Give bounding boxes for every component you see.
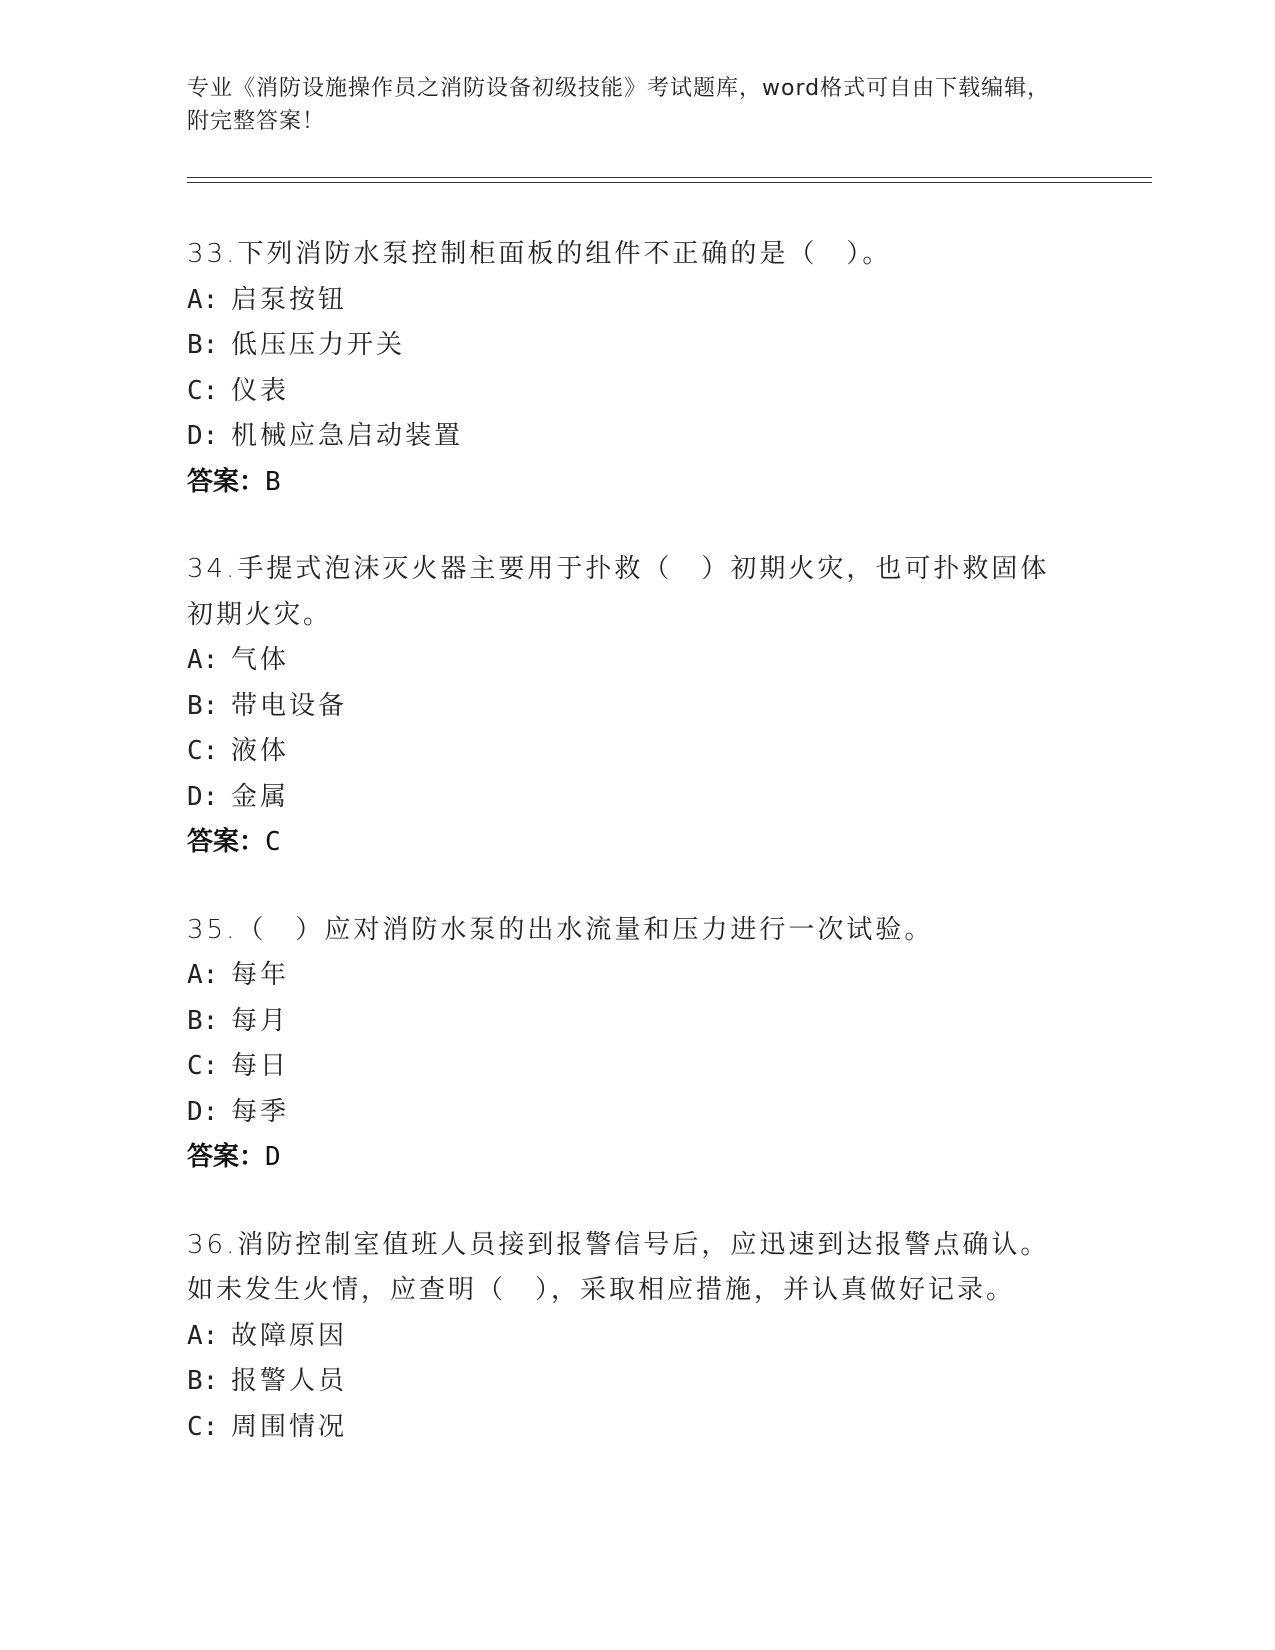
option-c [187, 369, 1087, 415]
option-letter: A: [187, 960, 219, 990]
option-text: 金属 [231, 781, 290, 812]
option-b [187, 1359, 1087, 1405]
question-34 [187, 547, 1087, 866]
answer-value: D [265, 1142, 281, 1172]
option-c [187, 1044, 1087, 1090]
option-text: 低压压力开关 [231, 330, 406, 360]
question-35 [187, 908, 1087, 1181]
question-33 [187, 232, 1087, 505]
option-text: 每日 [231, 1051, 290, 1081]
option-d [187, 775, 1087, 821]
option-text: 启泵按钮 [231, 284, 348, 315]
answer-value: B [265, 466, 281, 497]
option-letter: A: [187, 284, 219, 315]
option-text: 周围情况 [231, 1411, 348, 1442]
answer-label: 答案： [187, 1142, 266, 1172]
option-letter: D: [187, 1096, 219, 1127]
question-stem: 35.（ ）应对消防水泵的出水流量和压力进行一次试验。 [187, 914, 934, 945]
answer-line [187, 460, 1087, 506]
option-a [187, 638, 1087, 684]
question-stem: 34.手提式泡沫灭火器主要用于扑救（ ）初期火灾，也可扑救固体初期火灾。 [187, 554, 1050, 630]
option-letter: C: [187, 736, 219, 766]
option-text: 报警人员 [231, 1366, 348, 1396]
option-d [187, 414, 1087, 460]
question-36 [187, 1223, 1087, 1451]
option-a [187, 278, 1087, 324]
option-letter: A: [187, 1320, 219, 1351]
option-letter: D: [187, 781, 219, 812]
answer-label: 答案： [187, 466, 266, 497]
option-b [187, 323, 1087, 369]
option-letter: D: [187, 421, 219, 451]
option-letter: B: [187, 330, 219, 360]
option-b [187, 999, 1087, 1045]
option-text: 气体 [231, 645, 290, 675]
option-d [187, 1090, 1087, 1136]
option-text: 每年 [231, 960, 290, 990]
option-letter: C: [187, 375, 219, 406]
option-letter: B: [187, 1366, 219, 1396]
header-rule-top [187, 177, 1152, 178]
option-text: 带电设备 [231, 690, 348, 721]
option-text: 机械应急启动装置 [231, 421, 464, 451]
header-rule-bottom [187, 182, 1152, 183]
option-a [187, 1314, 1087, 1360]
option-letter: C: [187, 1411, 219, 1442]
page-header: 专业《消防设施操作员之消防设备初级技能》考试题库，word格式可自由下载编辑，附完整答案！ [187, 76, 1051, 134]
option-letter: A: [187, 645, 219, 675]
answer-line [187, 820, 1087, 866]
option-letter: B: [187, 1005, 219, 1036]
option-c [187, 729, 1087, 775]
option-c [187, 1405, 1087, 1451]
option-text: 每季 [231, 1096, 290, 1127]
option-text: 仪表 [231, 375, 290, 406]
answer-value: C [265, 827, 281, 857]
option-b [187, 684, 1087, 730]
question-stem: 33.下列消防水泵控制柜面板的组件不正确的是（ ）。 [187, 239, 892, 269]
option-text: 每月 [231, 1005, 290, 1036]
option-text: 液体 [231, 736, 290, 766]
answer-label: 答案： [187, 827, 266, 857]
option-text: 故障原因 [231, 1320, 348, 1351]
question-stem: 36.消防控制室值班人员接到报警信号后，应迅速到达报警点确认。如未发生火情，应查明（ ），采取相应措施，并认真做好记录。 [187, 1229, 1050, 1305]
option-a [187, 953, 1087, 999]
option-letter: B: [187, 690, 219, 721]
answer-line [187, 1135, 1087, 1181]
option-letter: C: [187, 1051, 219, 1081]
question-list [187, 232, 1087, 1492]
